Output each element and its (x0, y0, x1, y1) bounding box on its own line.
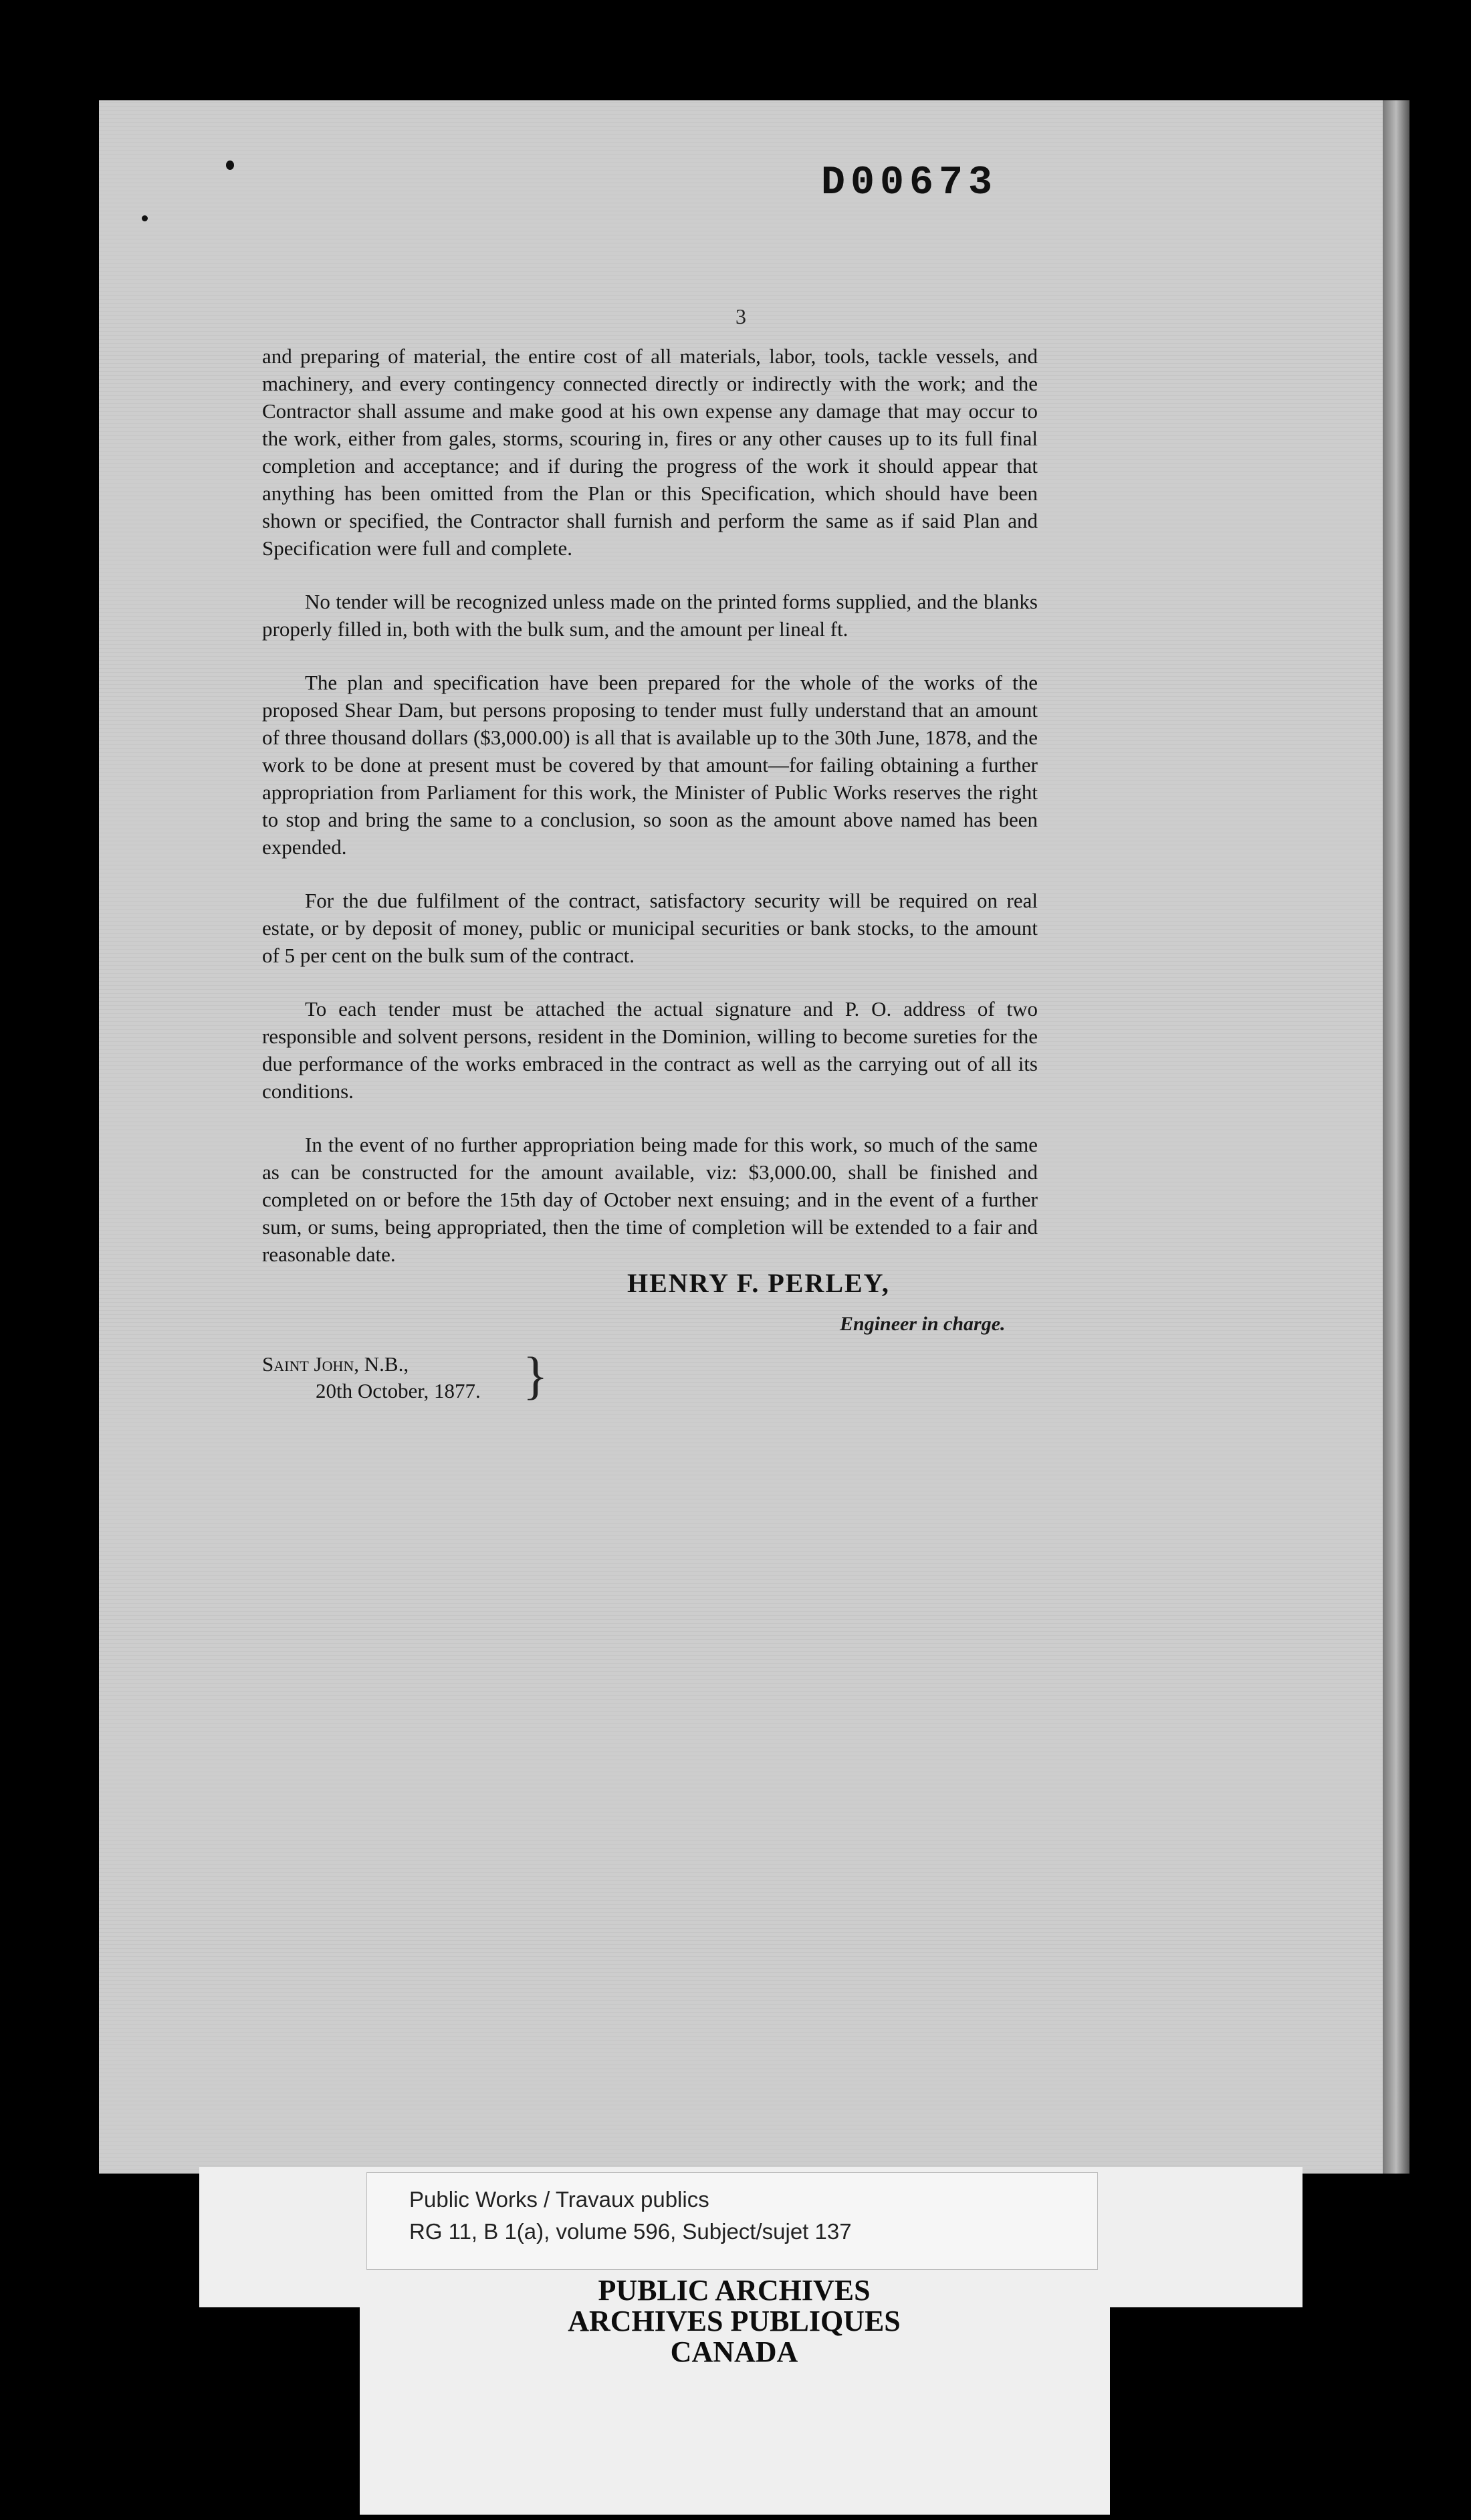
paragraph: The plan and specification have been prepared for the whole of the works of the proposed Shear Dam, but persons proposing to tender must fully understand that an amount of three thousand dollars ($3,000.00) is all that is available up to the 30th June, 1878, and the work to be done at present must be covered by that amount—for failing obtaining a further appropriation from Parliament for this work, the Minister of Public Works reserves the right to stop and bring the same to a conclusion, so soon as the amount above named has been expended. (262, 671, 1038, 859)
signature-name: HENRY F. PERLEY, (627, 1268, 890, 1298)
archive-heading-en: PUBLIC ARCHIVES (598, 2274, 871, 2307)
page-number: 3 (735, 304, 746, 328)
archive-department: Public Works / Travaux publics (409, 2187, 709, 2212)
place-date (262, 1351, 481, 1404)
archive-heading-country: CANADA (670, 2335, 798, 2368)
ink-spot (142, 215, 148, 221)
paragraph: For the due fulfilment of the contract, satisfactory security will be required on real estate, or by deposit of money, public or municipal securities or bank stocks, to the amount of 5 per cent on the bulk sum of the contract. (262, 889, 1038, 967)
date: 20th October, 1877. (316, 1379, 481, 1402)
body-text (262, 342, 1038, 1294)
archive-heading-fr: ARCHIVES PUBLIQUES (568, 2305, 901, 2337)
page-edge (1383, 100, 1409, 2174)
archive-reference: RG 11, B 1(a), volume 596, Subject/sujet 137 (409, 2219, 852, 2244)
archive-heading (493, 2275, 975, 2368)
paragraph: To each tender must be attached the actual signature and P. O. address of two responsible and solvent persons, resident in the Dominion, willing to become sureties for the due performance of the works embraced in the contract as well as the carrying out of all its conditions. (262, 997, 1038, 1103)
paragraph: and preparing of material, the entire cost of all materials, labor, tools, tackle vessels, and machinery, and every contingency connected directly or indirectly with the work; and the Contractor shall assume and make good at his own expense any damage that may occur to the work, either from gales, storms, scouring in, fires or any other causes up to its full final completion and acceptance; and if during the progress of the work it should appear that anything has been omitted from the Plan or this Specification, which should have been shown or specified, the Contractor shall furnish and perform the same as if said Plan and Specification were full and complete. (262, 344, 1038, 560)
ink-spot (226, 161, 234, 170)
paragraph: In the event of no further appropriation being made for this work, so much of the same as can be constructed for the amount available, viz: $3,000.00, shall be finished and completed on or before the 15th day of October next ensuing; and in the event of a further sum, or sums, being appropriated, then the time of completion will be extended to a fair and reasonable date. (262, 1133, 1038, 1266)
paragraph: No tender will be recognized unless made on the printed forms supplied, and the blanks properly filled in, both with the bulk sum, and the amount per lineal ft. (262, 590, 1038, 641)
document-stamp: D00673 (821, 161, 998, 206)
brace-glyph: } (523, 1346, 548, 1404)
place: Saint John, N.B., (262, 1352, 409, 1376)
signature-title: Engineer in charge. (840, 1313, 1006, 1335)
